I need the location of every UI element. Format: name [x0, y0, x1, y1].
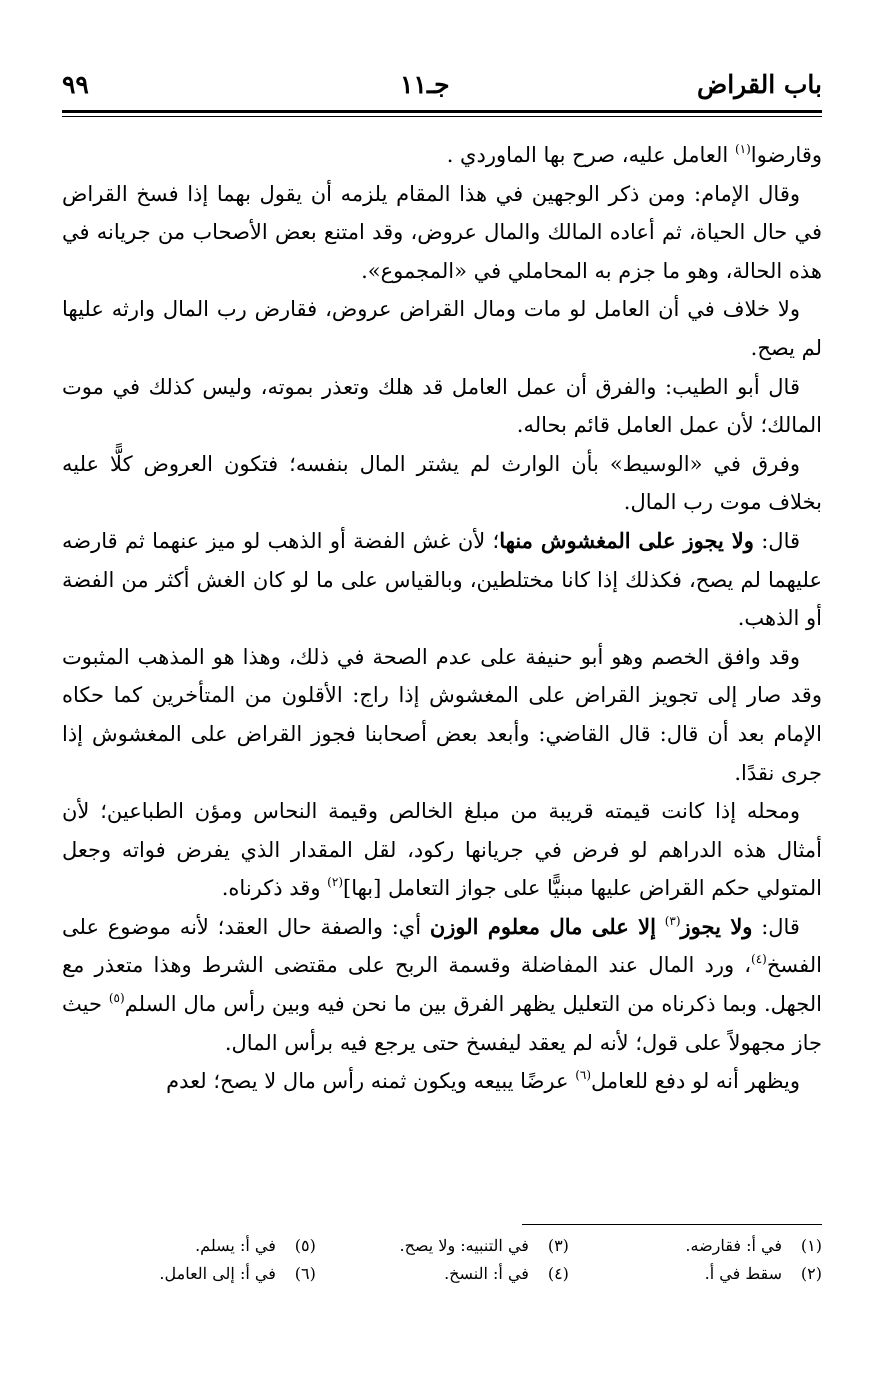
text-run: وقارضوا — [750, 143, 822, 167]
text-run: قال: — [752, 914, 800, 939]
footnote-text: في أ: النسخ. — [444, 1264, 529, 1283]
header-rule — [62, 110, 822, 113]
text-run: ومحله إذا كانت قيمته قريبة من مبلغ الخالص وقيمة النحاس ومؤن الطباعين؛ لأن أمثال هذه الدراهم لو فرض في جريانها ركود، لقل المقدار الذي يفرض فواته وجعل المتولي حكم القراض عليها مبنيًّا على جواز التعامل [بها] — [62, 799, 822, 901]
footnote-marker: (١) — [734, 142, 751, 156]
footnote-number: (٦) — [294, 1264, 316, 1283]
footnotes — [62, 1232, 822, 1288]
text-run: وقد ذكرناه. — [221, 876, 328, 901]
paragraph — [62, 368, 822, 445]
chapter-title: باب القراض — [697, 70, 822, 99]
footnote — [63, 1232, 316, 1260]
quoted-matn: إلا على مال معلوم الوزن — [429, 913, 656, 939]
footnote-text: في أ: يسلم. — [195, 1236, 276, 1255]
paragraph — [62, 175, 822, 291]
quoted-matn: ولا يجوز على المغشوش منها — [499, 527, 754, 553]
footnote-text: في أ: فقارضه. — [685, 1236, 782, 1255]
page-number: ٩٩ — [62, 70, 89, 99]
quoted-matn: ولا يجوز — [680, 913, 753, 939]
text-run: قال: — [753, 528, 801, 553]
footnote-marker: (٦) — [575, 1068, 592, 1083]
footnote-number: (٢) — [800, 1264, 822, 1283]
footnote-marker: (٤) — [751, 952, 767, 967]
text-run — [656, 915, 665, 939]
paragraph — [62, 290, 822, 367]
footnote-text: في التنبيه: ولا يصح. — [399, 1236, 529, 1255]
footnote-row — [62, 1260, 822, 1288]
paragraph — [62, 445, 822, 522]
text-run: حيث جاز مجهولاً على قول؛ لأنه لم يعقد ليفسخ حتى يرجع فيه برأس المال. — [62, 992, 822, 1055]
paragraph — [62, 908, 822, 1062]
main-text — [62, 136, 822, 1101]
paragraph — [62, 792, 822, 908]
footnote — [316, 1260, 569, 1288]
header-rule-thin — [62, 116, 822, 117]
text-run: ، ورد المال عند المفاضلة وقسمة الربح على مقتضى الشرط وهذا متعذر مع الجهل. وبما ذكرناه من التعليل يظهر الفرق بين ما نحن فيه وبين رأس مال السلم — [62, 953, 822, 1017]
footnote-number: (٤) — [547, 1264, 569, 1283]
text-run: العامل عليه، صرح بها الماوردي . — [446, 143, 735, 167]
running-header — [62, 64, 822, 108]
footnote — [569, 1260, 822, 1288]
footnote-number: (٥) — [294, 1236, 316, 1255]
text-run: أي: والصفة حال العقد؛ لأنه موضوع على الفسخ — [62, 914, 822, 978]
footnote-row — [62, 1232, 822, 1260]
footnote-text: في أ: إلى العامل. — [159, 1264, 276, 1283]
footnote-marker: (٣) — [664, 913, 681, 928]
text-run: ويظهر أنه لو دفع للعامل — [591, 1069, 800, 1094]
footnote-text: سقط في أ. — [704, 1264, 782, 1283]
paragraph — [62, 522, 822, 638]
footnote-separator — [522, 1224, 822, 1225]
text-run: وقد وافق الخصم وهو أبو حنيفة على عدم الصحة في ذلك، وهذا هو المذهب المثبوت وقد صار إلى تجويز القراض على المغشوش إذا راج: الأقلون من المتأخرين كما حكاه الإمام بعد أن قال: قال القاضي: وأبعد بعض أصحابنا فجوز القراض على المغشوش إذا جرى نقدًا. — [62, 644, 822, 785]
text-run: ولا خلاف في أن العامل لو مات ومال القراض عروض، فقارض رب المال وارثه عليها لم يصح. — [62, 297, 822, 360]
footnote — [569, 1232, 822, 1260]
footnote-marker: (٥) — [108, 991, 125, 1006]
footnote-marker: (٢) — [327, 875, 343, 890]
text-run: ؛ لأن غش الفضة أو الذهب لو ميز عنهما ثم قارضه عليهما لم يصح، فكذلك إذا كانا مختلطين، وبالقياس على ما لو كان الغش أكثر من الفضة أو الذهب. — [62, 528, 822, 631]
text-run: عرضًا يبيعه ويكون ثمنه رأس مال لا يصح؛ لعدم — [166, 1069, 576, 1094]
paragraph — [62, 1062, 822, 1101]
volume-label: جـ١١ — [400, 70, 450, 99]
text-run: قال أبو الطيب: والفرق أن عمل العامل قد هلك وتعذر بموته، وليس كذلك في موت المالك؛ لأن عمل العامل قائم بحاله. — [62, 374, 822, 438]
paragraph — [62, 638, 822, 792]
text-run: وفرق في «الوسيط» بأن الوارث لم يشتر المال بنفسه؛ فتكون العروض كلًّا عليه بخلاف موت رب المال. — [62, 451, 822, 515]
footnote — [63, 1260, 316, 1288]
footnote-number: (٣) — [547, 1236, 569, 1255]
footnote-number: (١) — [800, 1236, 822, 1255]
text-run: وقال الإمام: ومن ذكر الوجهين في هذا المقام يلزمه أن يقول بهما إذا فسخ القراض في حال الحياة، ثم أعاده المالك والمال عروض، وقد امتنع بعض الأصحاب من جريانه في هذه الحالة، وهو ما جزم به المحاملي في «المجموع». — [62, 181, 822, 283]
paragraph — [62, 136, 822, 175]
footnote — [316, 1232, 569, 1260]
